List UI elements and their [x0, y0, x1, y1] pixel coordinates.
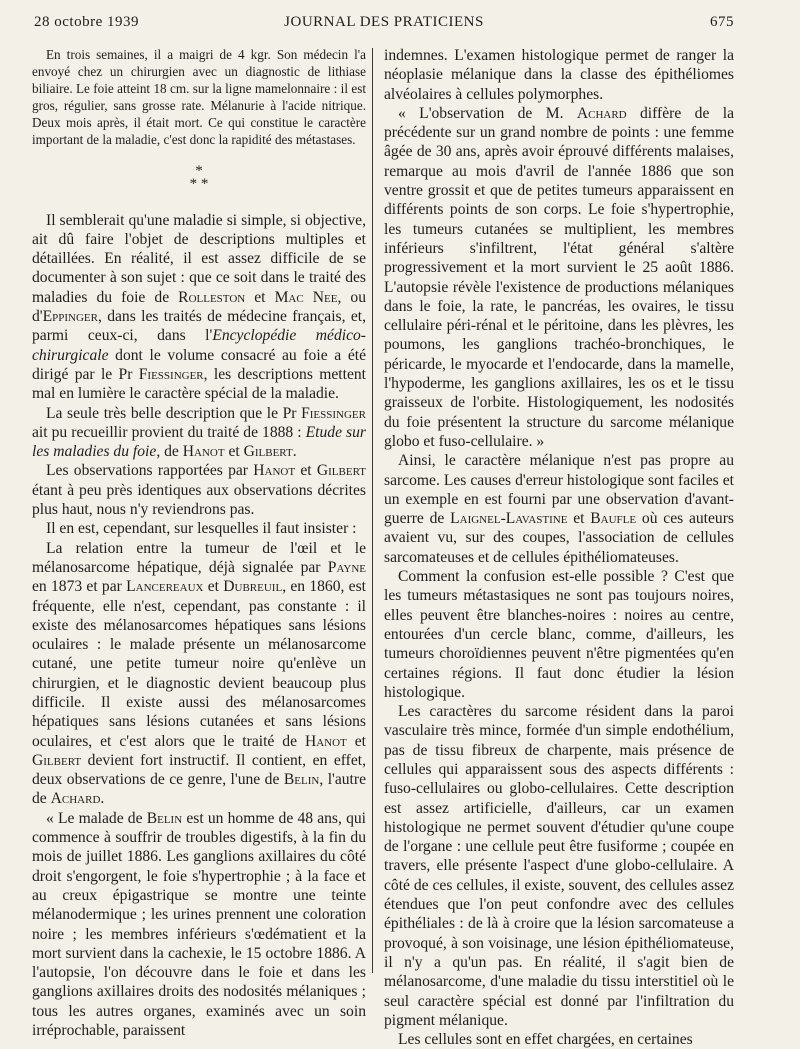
paragraph [384, 451, 734, 567]
author-name: Payne [327, 558, 366, 576]
separator-top: * [195, 162, 203, 179]
author-name: Hanot [182, 443, 225, 461]
author-name: Mac Nee [274, 288, 338, 306]
text: La seule très belle description que le Pr [46, 404, 302, 422]
left-column [32, 46, 366, 1040]
text: et [245, 288, 275, 306]
author-name: Hanot [253, 462, 296, 480]
paragraph: indemnes. L'examen histologique permet de ranger la néoplasie mélanique dans la classe des épithéliomes alvéolaires à cellules polymorphes. [384, 47, 734, 103]
section-separator [32, 162, 366, 192]
text: et [295, 462, 317, 480]
text: La relation entre la tumeur de l'œil et le mélanosarcome hépatique, déjà signalée par [32, 539, 366, 576]
author-name: Eppinger [42, 308, 98, 326]
paragraph: Comment la confusion est-elle possible ? C'est que les tumeurs métastasiques ne sont pas toujours noires, elles peuvent être blanches-noires : noires au centre, entourées d'un cercle blanc, comme, d'ailleurs, les tumeurs choroïdiennes peuvent n'être pigmentées qu'en certaines régions. Il faut donc étudier la lésion histologique. [384, 568, 734, 701]
text: diffère de la précédente sur un grand nombre de points : une femme âgée de 30 ans, après avoir éprouvé différents malaises, remarque au mois d'avril de l'année 1886 que son ventre grossit et que de petites tumeurs apparaissent en différents points de son corps. Le foie s'hypertrophie, les tumeurs cutanées se multiplient, les membres inférieurs s'infiltrent, l'état général s'altère progressivement et la mort survient le 25 août 1886. L'autopsie révèle l'existence de productions mélaniques dans le foie, la rate, le pancréas, les ovaires, le tissu cellulaire péri-rénal et le péritoine, dans les plèvres, les poumons, les ganglions trachéo-bronchiques, le péricarde, le myocarde et l'endocarde, dans la mamelle, l'hypoderme, les ganglions axillaires, les os et le tissu graisseux de l'orbite. Histologiquement, les nodosités du foie présentent la structure du sarcome mélanique globo et fuso-cellulaire. » [384, 104, 734, 450]
text: « L'observation de M. [398, 104, 577, 122]
text: , les descriptions mettent mal en lumière le caractère spécial de la maladie. [32, 365, 367, 403]
text: , dans les traités de médecine français, et, parmi ceux-ci, dans l' [32, 308, 366, 345]
text: . [100, 790, 105, 808]
text: en 1873 et par [32, 578, 127, 596]
author-name: Dubreuil [223, 578, 283, 596]
work-title: Encyclopédie médico-chirurgicale [32, 327, 366, 364]
text: . [292, 443, 297, 461]
author-name: Belin [146, 809, 183, 827]
text: Les observations rapportées par [46, 462, 254, 480]
author-name: Lancereaux [126, 578, 204, 596]
author-name: Gilbert [243, 443, 293, 461]
author-name: Rolleston [178, 288, 246, 306]
text: est un homme de 48 ans, qui commence à souffrir de troubles digestifs, à la fin du mois de juillet 1886. Les ganglions axillaires du côté droit s'engorgent, le foie s'hypertrophie ; à la face et au creux épigastrique se montre une teinte mélanodermique ; les urines prennent une coloration noire ; les membres inférieurs s'œdématient et la mort survient dans la cachexie, le 15 octobre 1886. A l'autopsie, l'on découvre dans le foie et dans les ganglions axillaires droits des nodosités mélaniques ; tous les autres organes, examinés avec un soin irréprochable, paraissent [32, 809, 367, 1040]
text: ait pu recueillir provient du traité de 1888 : [32, 423, 306, 441]
text: étant à peu près identiques aux observations décrites plus haut, nous n'y reviendrons pas. [32, 481, 366, 519]
text: « Le malade de [46, 809, 147, 827]
text: Il semblerait qu'une maladie si simple, si objective, ait dû faire l'objet de descriptions multiples et détaillées. En réalité, il est assez difficile de se documenter à son sujet : que ce soit dans le traité des maladies du foie de [32, 211, 366, 306]
author-name: Gilbert [316, 462, 366, 480]
text: devient fort instructif. Il contient, en effet, deux observations de ce genre, l'une de [32, 751, 366, 789]
journal-title: JOURNAL DES PRATICIENS [284, 14, 484, 30]
author-name: Fiessinger [138, 365, 204, 383]
page-number: 675 [710, 14, 734, 30]
author-name: Laignel-Lavastine [450, 510, 568, 528]
text: Ainsi, le caractère mélanique n'est pas propre au sarcome. Les causes d'erreur histologique sont faciles et un exemple en est fourni par une observation d'avant-guerre de [384, 452, 734, 528]
text: où ces auteurs avaient vu, sur des coupes, l'association de cellules sarcomateuses et de cellules épithéliomateuses. [384, 510, 734, 566]
work-title: Etude sur les maladies du foie [32, 423, 366, 461]
author-name: Belin [283, 771, 320, 789]
paragraph: Les cellules sont en effet chargées, en certaines [398, 1031, 693, 1049]
text: , en 1860, est fréquente, elle n'est, cependant, pas constante : il existe des mélanosarcomes hépatiques sans lésions oculaires : le malade présente un mélanosarcome cutané, une petite tumeur noire qu'enlève un chirurgien, et le diagnostic devient beaucoup plus difficile. Il existe aussi des mélanosarcomes hépatiques sans lésions cutanées et sans lésions oculaires, et c'est alors que le traité de [32, 578, 366, 750]
intro-paragraph: En trois semaines, il a maigri de 4 kgr. Son médecin l'a envoyé chez un chirurgien avec un diagnostic de lithiase biliaire. Le foie atteint 18 cm. sur la ligne mamelonnaire : il est gros, régulier, sans grosse rate. Mélanurie à l'acide nitrique. Deux mois après, il était mort. Ce qui constitue le caractère important de la maladie, c'est donc la rapidité des métastases. [32, 47, 366, 148]
text: , l'autre de [32, 771, 367, 808]
author-name: Gilbert [32, 751, 82, 769]
text: et [224, 443, 244, 461]
paragraph [32, 539, 366, 809]
author-name: Baufle [590, 510, 637, 528]
column-divider [372, 48, 373, 973]
right-column [384, 46, 734, 1049]
text: et [567, 510, 591, 528]
text: , ou d' [32, 288, 367, 326]
paragraph: Il en est, cependant, sur lesquelles il faut insister : [46, 520, 357, 538]
text: dont le volume consacré au foie a été dirigé par le Pr [32, 346, 366, 383]
paragraph [384, 104, 734, 451]
header-date: 28 octobre 1939 [34, 14, 139, 30]
separator-bottom: * * [189, 175, 209, 192]
author-name: Achard [50, 790, 101, 808]
paragraph [32, 461, 366, 519]
paragraph: Les caractères du sarcome résident dans la paroi vasculaire très mince, formée d'un simple endothélium, pas de tissu fibreux de charpente, mais présence de cellules qui apparaissent sous des aspects différents : fuso-cellulaires ou globo-cellulaires. Cette description est assez artificielle, d'ailleurs, car un examen histologique ne permet souvent d'étudier qu'une coupe de l'organe : une cellule peut être fusiforme ; coupée en travers, elle présente l'aspect d'une globo-cellulaire. A côté de ces cellules, il existe, souvent, des cellules assez étendues que l'on peut confondre avec des cellules épithéliales : de là à croire que la lésion sarcomateuse a provoqué, à son voisinage, une lésion épithéliomateuse, il n'y a qu'un pas. En réalité, il s'agit bien de mélanosarcome, d'une maladie du tissu interstitiel où le seul caractère spécial est donné par l'infiltration du pigment mélanique. [384, 703, 734, 1029]
author-name: Hanot [304, 732, 347, 750]
author-name: Achard [576, 104, 627, 122]
paragraph [32, 404, 366, 462]
text: , de [156, 443, 183, 461]
paragraph [32, 809, 366, 1041]
page-header [34, 14, 734, 36]
paragraph [32, 211, 366, 404]
text: et [203, 578, 224, 596]
text: et [346, 732, 366, 750]
author-name: Fiessinger [301, 404, 366, 422]
